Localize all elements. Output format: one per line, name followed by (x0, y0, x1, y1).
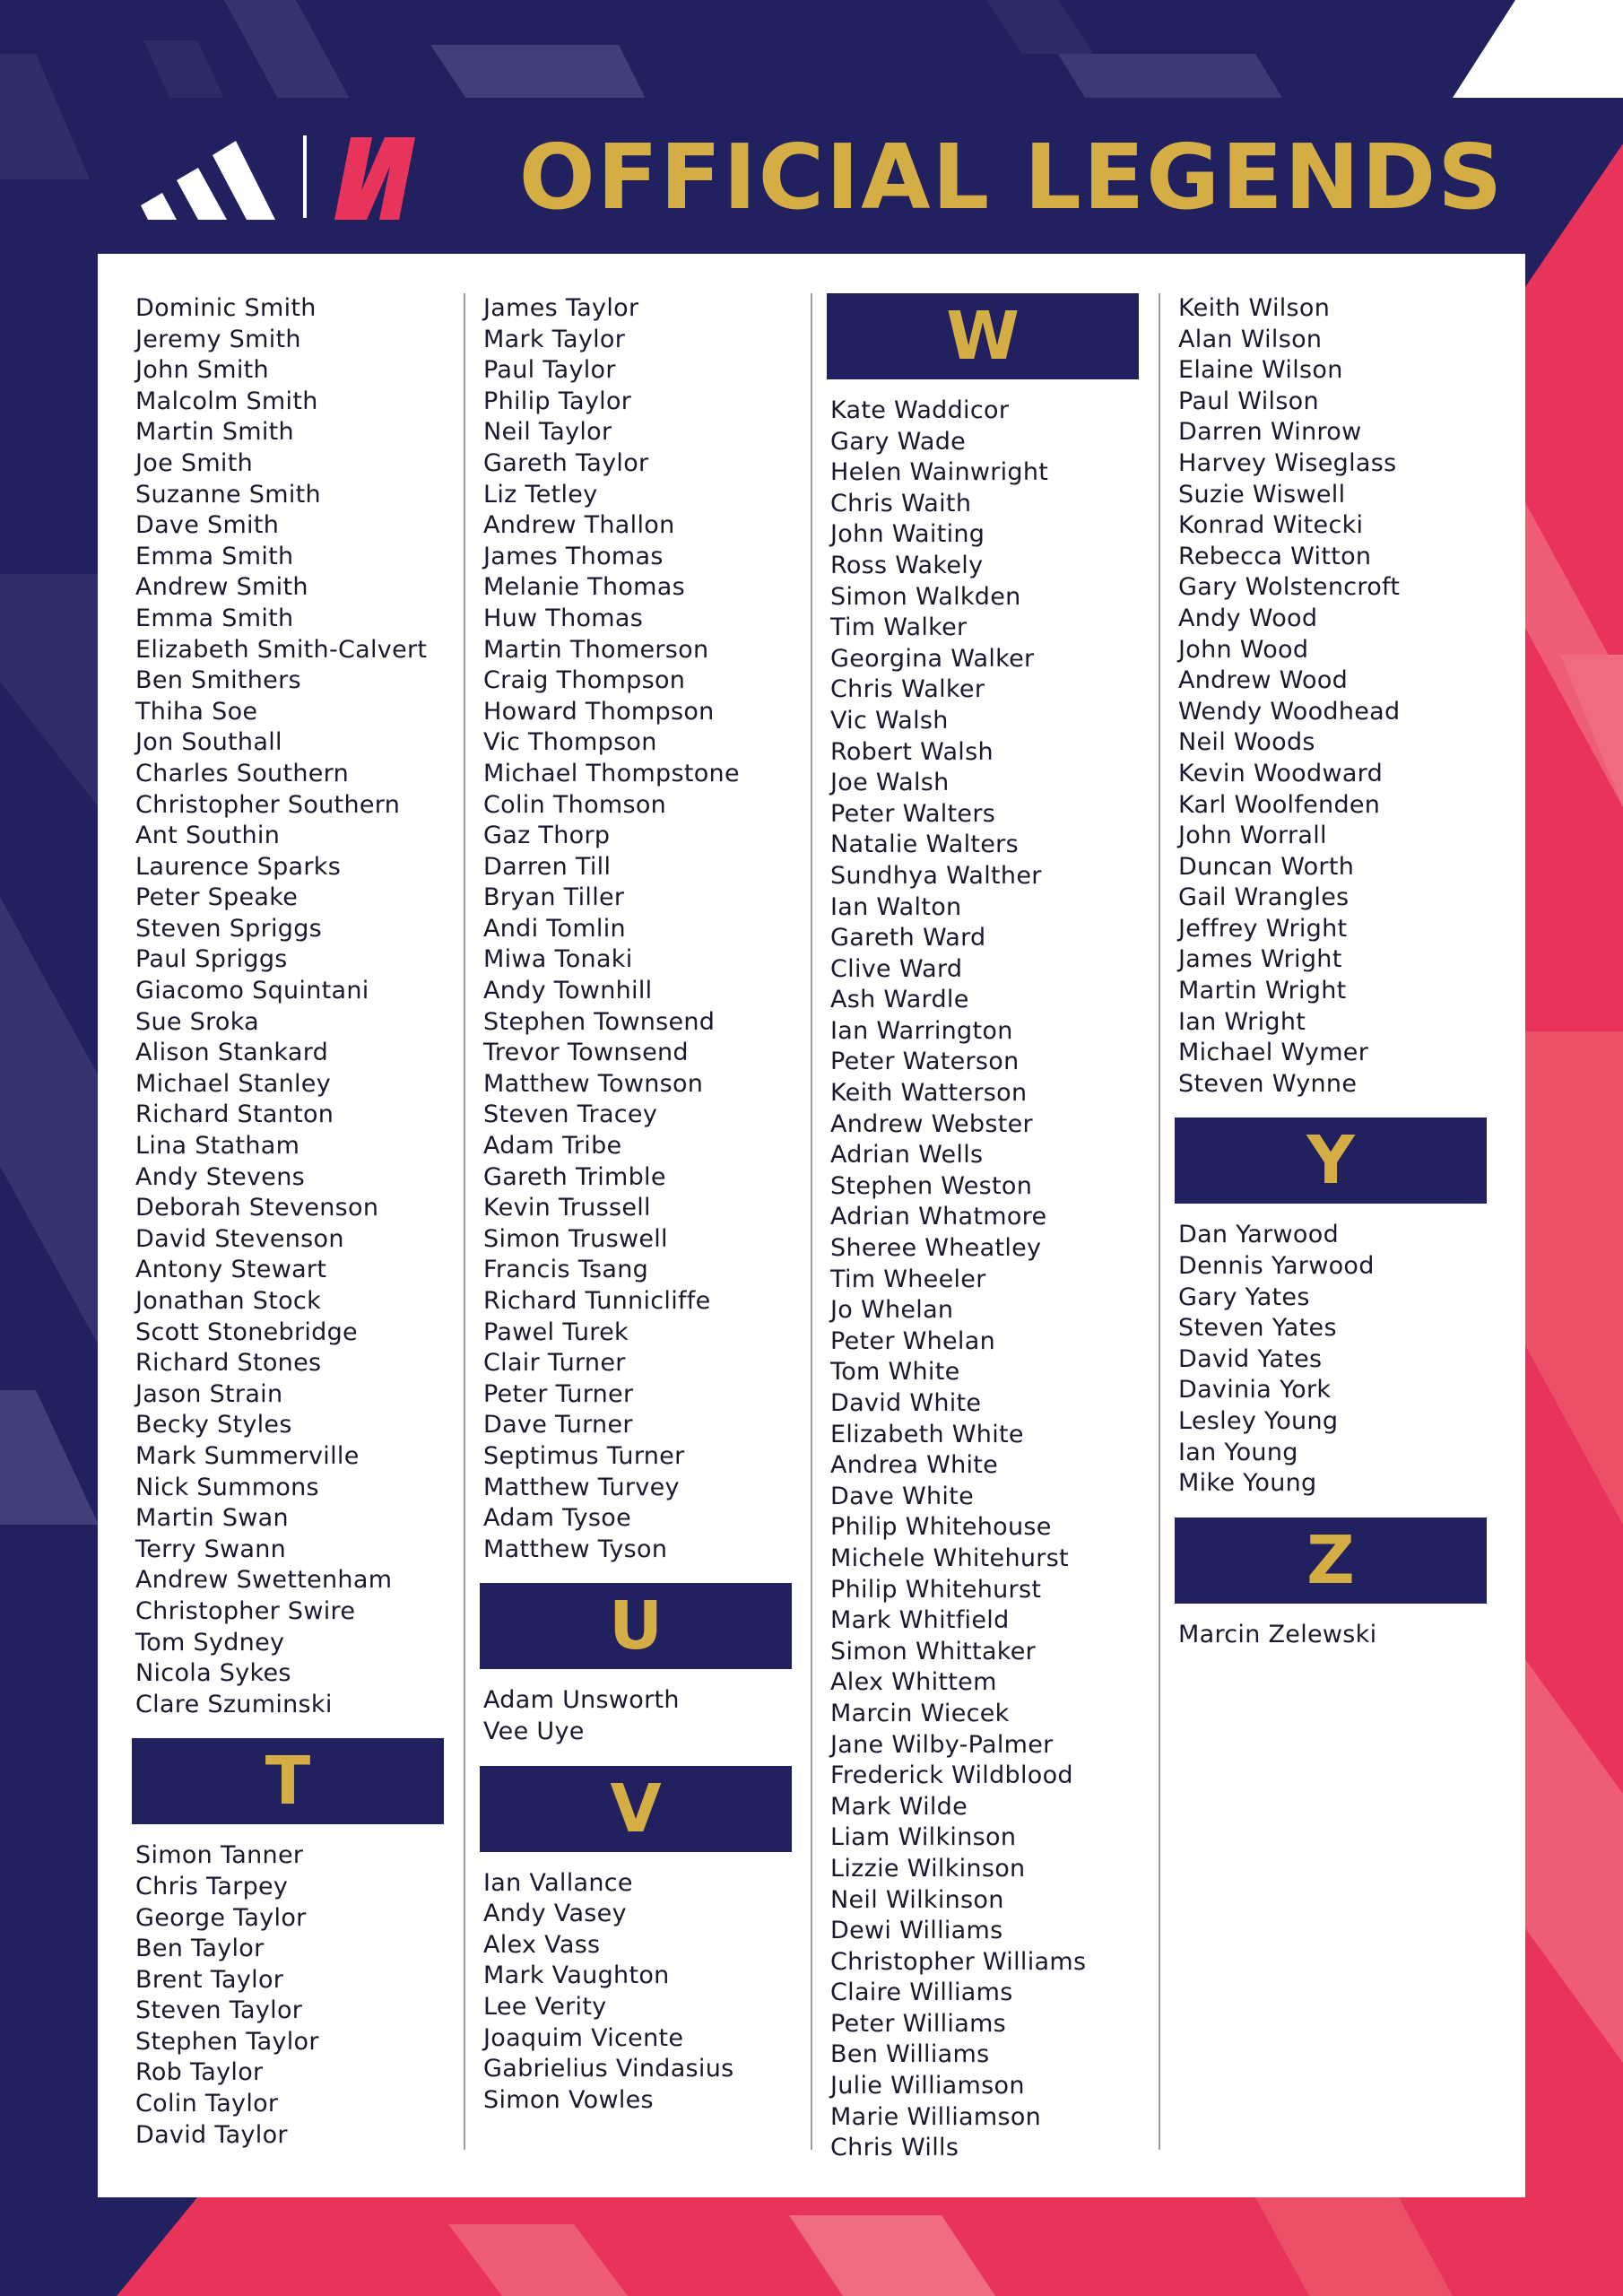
legend-name: Marie Williamson (830, 2102, 1042, 2131)
legend-name: Trevor Townsend (483, 1039, 689, 1067)
legend-name: John Smith (135, 356, 269, 385)
legend-name: Colin Thomson (483, 790, 667, 819)
legend-name: Alan Wilson (1178, 325, 1323, 353)
legend-name: Ian Vallance (483, 1868, 633, 1897)
legend-name: Adrian Wells (830, 1141, 984, 1170)
legend-name: Ben Smithers (135, 666, 301, 695)
legend-name: Liam Wilkinson (830, 1823, 1017, 1852)
legend-name: Ant Southin (135, 822, 281, 850)
legend-name: John Worrall (1178, 822, 1327, 850)
letter-header-w: W (827, 293, 1139, 379)
legend-name: Jeremy Smith (135, 325, 301, 353)
legend-name: Andi Tomlin (483, 914, 626, 943)
letter-header-y: Y (1175, 1118, 1487, 1204)
legend-name: Michele Whitehurst (830, 1544, 1069, 1572)
names-list (132, 293, 446, 1720)
names-list (1175, 1620, 1488, 1651)
legend-name: Antony Stewart (135, 1256, 327, 1284)
legend-name: Andrew Smith (135, 573, 308, 602)
legends-panel (98, 254, 1525, 2197)
legend-name: Natalie Walters (830, 831, 1019, 859)
legend-name: Andy Townhill (483, 977, 653, 1005)
legend-name: Paul Spriggs (135, 945, 288, 974)
legend-name: Mark Whitfield (830, 1606, 1010, 1635)
legend-name: Terry Swann (135, 1535, 287, 1563)
legend-name: Emma Smith (135, 542, 294, 570)
legend-name: Philip Whitehurst (830, 1575, 1042, 1604)
names-list (480, 1868, 794, 2117)
legend-name: Paul Taylor (483, 356, 616, 385)
legend-name: Brent Taylor (135, 1965, 284, 1994)
names-column-3 (827, 293, 1141, 2164)
names-list (827, 396, 1141, 2164)
legend-name: David White (830, 1389, 982, 1417)
legend-name: Bryan Tiller (483, 883, 625, 912)
legend-name: Kevin Trussell (483, 1194, 651, 1222)
legend-name: Duncan Worth (1178, 852, 1355, 881)
legend-name: Steven Wynne (1178, 1069, 1358, 1098)
legend-name: Martin Wright (1178, 977, 1347, 1005)
legend-name: Darren Winrow (1178, 418, 1362, 447)
legend-name: Martin Smith (135, 418, 294, 447)
legend-name: Tim Walker (830, 613, 968, 642)
names-list (132, 1840, 446, 2151)
letter-header-v: V (480, 1766, 792, 1852)
legend-name: Sue Sroka (135, 1007, 260, 1036)
legend-name: Adam Unsworth (483, 1686, 680, 1715)
legend-name: Steven Yates (1178, 1314, 1337, 1343)
legend-name: Michael Thompstone (483, 759, 740, 787)
legend-name: Gareth Trimble (483, 1162, 666, 1191)
legend-name: Gail Wrangles (1178, 883, 1350, 912)
legend-name: Rob Taylor (135, 2058, 264, 2087)
column-divider (464, 293, 465, 2150)
legend-name: Clare Szuminski (135, 1690, 333, 1718)
legend-name: Richard Stanton (135, 1100, 334, 1129)
legend-name: Deborah Stevenson (135, 1194, 379, 1222)
legend-name: Gabrielius Vindasius (483, 2055, 734, 2083)
legend-name: Karl Woolfenden (1178, 790, 1381, 819)
legend-name: Joe Smith (135, 448, 254, 477)
legend-name: Andrew Wood (1178, 666, 1349, 695)
legend-name: Matthew Turvey (483, 1473, 680, 1501)
legend-name: Martin Swan (135, 1504, 289, 1533)
legend-name: Joe Walsh (830, 769, 950, 797)
legend-name: Darren Till (483, 852, 612, 881)
legend-name: Georgina Walker (830, 644, 1035, 673)
legend-name: Neil Taylor (483, 418, 612, 447)
legend-name: Frederick Wildblood (830, 1761, 1073, 1790)
legend-name: Rebecca Witton (1178, 542, 1372, 570)
legend-name: Nicola Sykes (135, 1659, 291, 1688)
legend-name: Andrew Thallon (483, 511, 675, 540)
logo-separator (303, 135, 307, 218)
legend-name: Dennis Yarwood (1178, 1252, 1375, 1281)
legend-name: Gaz Thorp (483, 822, 611, 850)
m-logo (334, 137, 415, 220)
legend-name: Ash Wardle (830, 986, 969, 1014)
adidas-logo (141, 137, 275, 220)
legend-name: Simon Vowles (483, 2085, 654, 2114)
legend-name: David Yates (1178, 1344, 1323, 1373)
legend-name: Giacomo Squintani (135, 977, 369, 1005)
legend-name: Chris Tarpey (135, 1872, 289, 1900)
legend-name: Peter Williams (830, 2009, 1007, 2038)
legend-name: Ben Taylor (135, 1935, 265, 1963)
legend-name: Lina Statham (135, 1132, 300, 1161)
legend-name: Andy Vasey (483, 1900, 627, 1928)
legend-name: Andrew Swettenham (135, 1566, 393, 1595)
legend-name: Suzie Wiswell (1178, 480, 1346, 509)
legend-name: James Thomas (483, 542, 664, 570)
legend-name: Stephen Taylor (135, 2027, 319, 2056)
legend-name: Chris Walker (830, 675, 985, 704)
page-title: OFFICIAL LEGENDS (518, 125, 1505, 230)
legend-name: Pawel Turek (483, 1318, 629, 1346)
column-divider (1159, 293, 1160, 2150)
legend-name: Ross Wakely (830, 551, 984, 579)
legend-name: Andy Wood (1178, 604, 1318, 632)
legend-name: David Stevenson (135, 1224, 344, 1253)
names-list (480, 293, 794, 1565)
legend-name: Richard Stones (135, 1349, 322, 1378)
legend-name: Claire Williams (830, 1979, 1013, 2007)
legend-name: Elaine Wilson (1178, 356, 1343, 385)
legend-name: Jo Whelan (830, 1296, 954, 1325)
letter-header-u: U (480, 1583, 792, 1669)
legend-name: Liz Tetley (483, 480, 598, 509)
legend-name: Adam Tysoe (483, 1504, 632, 1533)
legend-name: Ian Wright (1178, 1007, 1306, 1036)
legend-name: Peter Speake (135, 883, 299, 912)
legend-name: Mark Vaughton (483, 1961, 670, 1990)
legend-name: Tim Wheeler (830, 1265, 986, 1293)
legend-name: Craig Thompson (483, 666, 686, 695)
legend-name: Melanie Thomas (483, 573, 685, 602)
names-column-1 (132, 293, 446, 2151)
legend-name: Philip Whitehouse (830, 1513, 1052, 1542)
legend-name: Gary Yates (1178, 1283, 1310, 1311)
legend-name: Harvey Wiseglass (1178, 448, 1397, 477)
legend-name: Ben Williams (830, 2040, 990, 2069)
names-list (1175, 293, 1488, 1100)
names-list (480, 1685, 794, 1747)
names-column-2 (480, 293, 794, 2116)
legend-name: Ian Young (1178, 1438, 1298, 1466)
legend-name: Jane Wilby-Palmer (830, 1730, 1054, 1759)
legend-name: Jeffrey Wright (1178, 914, 1348, 943)
header-banner (98, 98, 1525, 254)
legend-name: Septimus Turner (483, 1441, 685, 1470)
column-divider (811, 293, 812, 2150)
legend-name: Ian Warrington (830, 1016, 1013, 1045)
legend-name: Davinia York (1178, 1376, 1332, 1405)
legend-name: Gary Wade (830, 427, 967, 456)
legend-name: Colin Taylor (135, 2090, 279, 2118)
legend-name: George Taylor (135, 1903, 307, 1932)
legend-name: Dave Turner (483, 1411, 633, 1439)
legend-name: Alex Whittem (830, 1668, 997, 1697)
legend-name: Chris Waith (830, 489, 972, 517)
legend-name: Simon Truswell (483, 1224, 668, 1253)
legend-name: Steven Taylor (135, 1996, 303, 2025)
legend-name: Konrad Witecki (1178, 511, 1364, 540)
legend-name: Laurence Sparks (135, 852, 342, 881)
legend-name: Simon Whittaker (830, 1637, 1037, 1665)
legend-name: Jonathan Stock (135, 1287, 322, 1315)
legend-name: Steven Tracey (483, 1100, 658, 1129)
legend-name: Dan Yarwood (1178, 1221, 1340, 1249)
legend-name: Peter Walters (830, 799, 996, 828)
legend-name: Helen Wainwright (830, 458, 1049, 487)
legend-name: Malcolm Smith (135, 387, 318, 415)
legend-name: Elizabeth White (830, 1420, 1024, 1448)
legend-name: Adam Tribe (483, 1132, 622, 1161)
legend-name: Scott Stonebridge (135, 1318, 358, 1346)
legend-name: Howard Thompson (483, 697, 715, 726)
names-list (1175, 1220, 1488, 1499)
legend-name: Dominic Smith (135, 294, 317, 322)
legend-name: Stephen Townsend (483, 1007, 716, 1036)
letter-header-t: T (132, 1738, 444, 1824)
legend-name: Andy Stevens (135, 1162, 305, 1191)
legend-name: Miwa Tonaki (483, 945, 633, 974)
legend-name: Christopher Williams (830, 1947, 1087, 1976)
legend-name: Keith Wilson (1178, 294, 1331, 322)
legend-name: Vic Thompson (483, 728, 657, 757)
legend-name: Tom Sydney (135, 1628, 285, 1657)
legend-name: Michael Wymer (1178, 1039, 1369, 1067)
legend-name: Gareth Ward (830, 924, 986, 952)
legend-name: Clair Turner (483, 1349, 626, 1378)
legend-name: Alex Vass (483, 1930, 601, 1959)
legend-name: Lizzie Wilkinson (830, 1854, 1026, 1883)
legend-name: Christopher Southern (135, 790, 401, 819)
legend-name: Peter Whelan (830, 1326, 995, 1355)
legend-name: Huw Thomas (483, 604, 644, 632)
legend-name: Francis Tsang (483, 1256, 649, 1284)
legend-name: Gareth Taylor (483, 448, 649, 477)
legend-name: Adrian Whatmore (830, 1203, 1047, 1231)
legend-name: Mark Summerville (135, 1441, 360, 1470)
legend-name: Lee Verity (483, 1992, 607, 2021)
legend-name: Neil Wilkinson (830, 1885, 1004, 1914)
letter-header-z: Z (1175, 1518, 1487, 1604)
legend-name: Nick Summons (135, 1473, 319, 1501)
legend-name: David Taylor (135, 2120, 288, 2149)
legend-name: Steven Spriggs (135, 914, 323, 943)
legend-name: Vee Uye (483, 1717, 585, 1745)
legend-name: John Wood (1178, 635, 1309, 664)
legend-name: Ian Walton (830, 892, 962, 921)
legend-name: Vic Walsh (830, 706, 949, 735)
legend-name: Michael Stanley (135, 1069, 331, 1098)
legend-name: Mark Wilde (830, 1792, 968, 1821)
legend-name: Kevin Woodward (1178, 759, 1384, 787)
legend-name: Jon Southall (135, 728, 282, 757)
legend-name: Andrea White (830, 1451, 999, 1480)
legend-name: Marcin Zelewski (1178, 1620, 1377, 1648)
legend-name: Peter Waterson (830, 1048, 1020, 1076)
legend-name: Marcin Wiecek (830, 1699, 1010, 1727)
legend-name: Mike Young (1178, 1469, 1317, 1498)
legend-name: Dave Smith (135, 511, 280, 540)
legend-name: Dave White (830, 1482, 975, 1510)
legend-name: Sheree Wheatley (830, 1234, 1042, 1263)
legend-name: Chris Wills (830, 2134, 959, 2162)
legend-name: Joaquim Vicente (483, 2023, 684, 2052)
legend-name: Lesley Young (1178, 1407, 1339, 1435)
legend-name: Simon Walkden (830, 582, 1021, 611)
legend-name: Alison Stankard (135, 1039, 329, 1067)
legend-name: Sundhya Walther (830, 861, 1042, 890)
legend-name: Stephen Weston (830, 1171, 1033, 1200)
legend-name: Wendy Woodhead (1178, 697, 1401, 726)
legend-name: Paul Wilson (1178, 387, 1319, 415)
legend-name: Becky Styles (135, 1411, 292, 1439)
legend-name: Richard Tunnicliffe (483, 1287, 711, 1315)
legend-name: Matthew Tyson (483, 1535, 668, 1563)
names-column-4 (1175, 293, 1488, 1650)
legend-name: Simon Tanner (135, 1841, 304, 1870)
legend-name: James Taylor (483, 294, 639, 322)
legend-name: John Waiting (830, 520, 985, 549)
legend-name: Elizabeth Smith-Calvert (135, 635, 428, 664)
legend-name: Charles Southern (135, 759, 349, 787)
legend-name: Emma Smith (135, 604, 294, 632)
legend-name: Thiha Soe (135, 697, 258, 726)
legend-name: Mark Taylor (483, 325, 626, 353)
legend-name: Gary Wolstencroft (1178, 573, 1401, 602)
legend-name: James Wright (1178, 945, 1342, 974)
legend-name: Martin Thomerson (483, 635, 709, 664)
legend-name: Andrew Webster (830, 1109, 1033, 1138)
legend-name: Clive Ward (830, 954, 963, 983)
legend-name: Suzanne Smith (135, 480, 321, 509)
legend-name: Tom White (830, 1358, 960, 1387)
legend-name: Julie Williamson (830, 2072, 1025, 2100)
legend-name: Philip Taylor (483, 387, 632, 415)
legend-name: Keith Watterson (830, 1079, 1028, 1108)
legend-name: Kate Waddicor (830, 396, 1010, 424)
legend-name: Christopher Swire (135, 1596, 356, 1625)
legend-name: Robert Walsh (830, 737, 994, 766)
legend-name: Matthew Townson (483, 1069, 704, 1098)
legend-name: Neil Woods (1178, 728, 1315, 757)
legend-name: Dewi Williams (830, 1917, 1003, 1945)
legend-name: Peter Turner (483, 1379, 634, 1408)
legend-name: Jason Strain (135, 1379, 283, 1408)
